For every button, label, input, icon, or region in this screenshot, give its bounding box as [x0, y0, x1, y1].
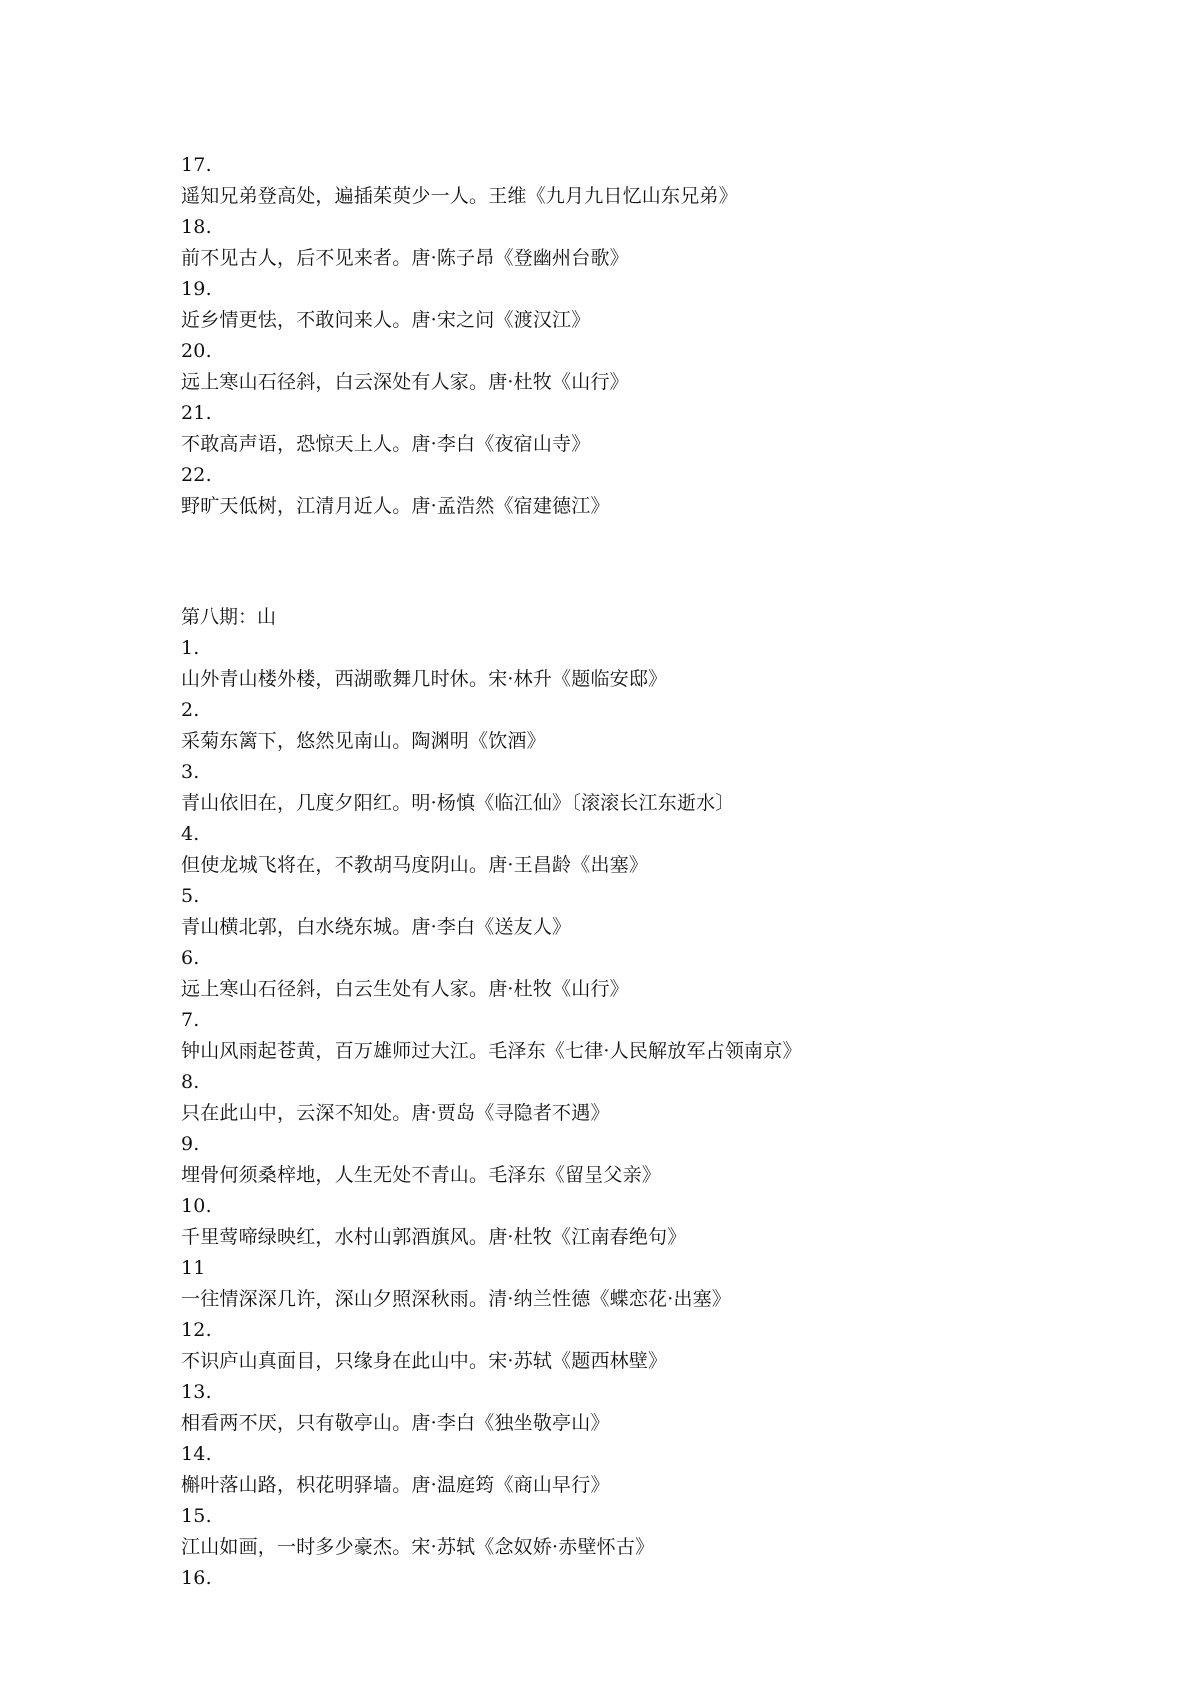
- item-number: 6.: [181, 947, 200, 969]
- poem-line: 远上寒山石径斜，白云生处有人家。唐·杜牧《山行》: [181, 978, 629, 1000]
- item-number: 12.: [181, 1319, 212, 1341]
- poem-line: 只在此山中，云深不知处。唐·贾岛《寻隐者不遇》: [181, 1102, 610, 1124]
- poem-line: 钟山风雨起苍黄，百万雄师过大江。毛泽东《七律·人民解放军占领南京》: [181, 1040, 802, 1062]
- poem-line: 槲叶落山路，枳花明驿墙。唐·温庭筠《商山早行》: [181, 1474, 610, 1496]
- section-gap: [181, 522, 1121, 602]
- item-number: 11: [181, 1257, 206, 1279]
- poem-list-part1: [181, 150, 1121, 522]
- poem-line: 遥知兄弟登高处，遍插茱萸少一人。王维《九月九日忆山东兄弟》: [181, 185, 738, 207]
- item-number: 2.: [181, 699, 200, 721]
- item-number: 10.: [181, 1195, 212, 1217]
- document-content: [181, 150, 1121, 1594]
- poem-line: 但使龙城飞将在，不教胡马度阴山。唐·王昌龄《出塞》: [181, 854, 649, 876]
- item-number: 20.: [181, 340, 212, 362]
- poem-line: 近乡情更怯，不敢问来人。唐·宋之问《渡汉江》: [181, 309, 591, 331]
- item-number: 14.: [181, 1443, 212, 1465]
- poem-line: 不敢高声语，恐惊天上人。唐·李白《夜宿山寺》: [181, 433, 591, 455]
- item-number: 21.: [181, 402, 212, 424]
- poem-line: 采菊东篱下，悠然见南山。陶渊明《饮酒》: [181, 730, 546, 752]
- item-number: 8.: [181, 1071, 200, 1093]
- item-number: 5.: [181, 885, 200, 907]
- item-number: 22.: [181, 464, 212, 486]
- item-number: 13.: [181, 1381, 212, 1403]
- poem-line: 野旷天低树，江清月近人。唐·孟浩然《宿建德江》: [181, 495, 610, 517]
- poem-line: 前不见古人，后不见来者。唐·陈子昂《登幽州台歌》: [181, 247, 629, 269]
- poem-line: 青山依旧在，几度夕阳红。明·杨慎《临江仙》〔滚滚长江东逝水〕: [181, 792, 735, 814]
- item-number: 9.: [181, 1133, 200, 1155]
- item-number: 4.: [181, 823, 200, 845]
- item-number: 15.: [181, 1505, 212, 1527]
- poem-line: 远上寒山石径斜，白云深处有人家。唐·杜牧《山行》: [181, 371, 629, 393]
- item-number: 7.: [181, 1009, 200, 1031]
- poem-line: 江山如画，一时多少豪杰。宋·苏轼《念奴娇·赤壁怀古》: [181, 1536, 655, 1558]
- item-number: 1.: [181, 637, 200, 659]
- item-number: 17.: [181, 154, 212, 176]
- poem-line: 青山横北郭，白水绕东城。唐·李白《送友人》: [181, 916, 572, 938]
- poem-line: 千里莺啼绿映红，水村山郭酒旗风。唐·杜牧《江南春绝句》: [181, 1226, 687, 1248]
- item-number: 18.: [181, 216, 212, 238]
- poem-list-part2: [181, 633, 1121, 1594]
- poem-line: 不识庐山真面目，只缘身在此山中。宋·苏轼《题西林壁》: [181, 1350, 668, 1372]
- item-number: 19.: [181, 278, 212, 300]
- poem-line: 山外青山楼外楼，西湖歌舞几时休。宋·林升《题临安邸》: [181, 668, 668, 690]
- poem-line: 相看两不厌，只有敬亭山。唐·李白《独坐敬亭山》: [181, 1412, 610, 1434]
- item-number: 3.: [181, 761, 200, 783]
- poem-line: 一往情深深几许，深山夕照深秋雨。清·纳兰性德《蝶恋花·出塞》: [181, 1288, 732, 1310]
- item-number: 16.: [181, 1567, 212, 1589]
- poem-line: 埋骨何须桑梓地，人生无处不青山。毛泽东《留呈父亲》: [181, 1164, 662, 1186]
- section-title: 第八期：山: [181, 606, 277, 628]
